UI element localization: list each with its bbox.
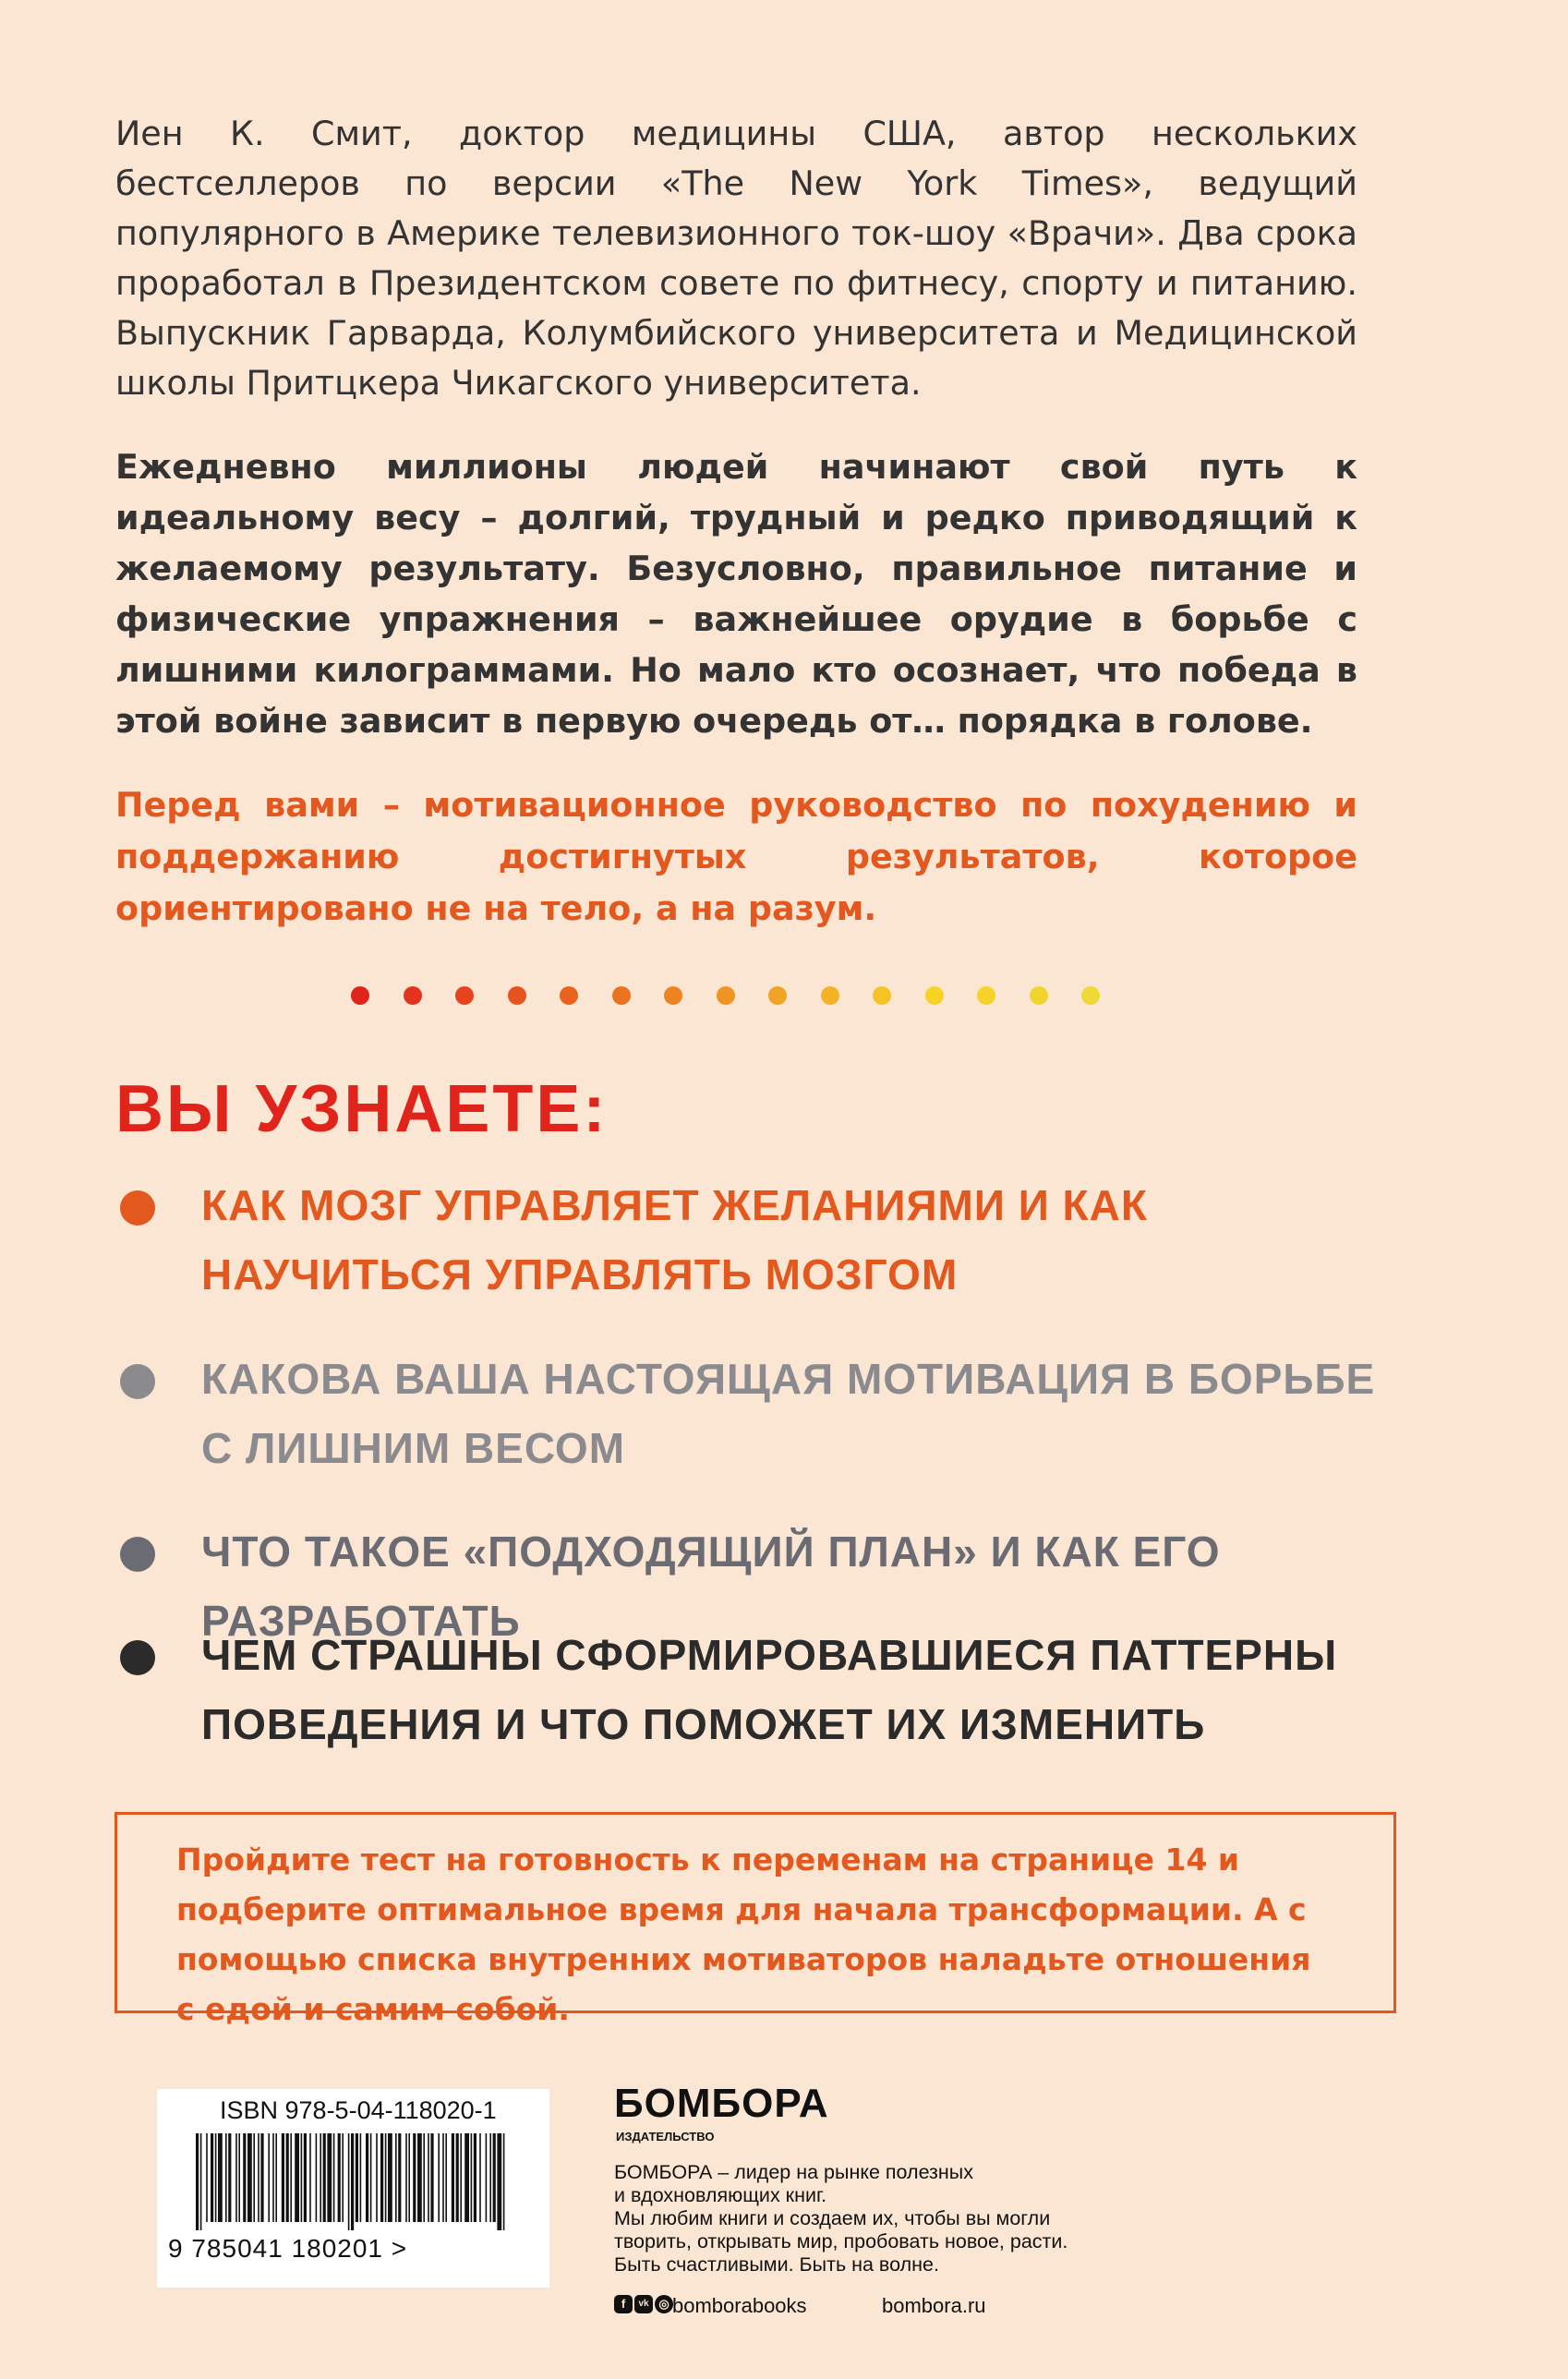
barcode-digits: 9 785041 180201 > xyxy=(168,2234,408,2263)
divider-dot xyxy=(560,986,578,1005)
divider-dot xyxy=(612,986,631,1005)
publisher-description xyxy=(614,2161,1131,2276)
publisher-logo-subtitle: ИЗДАТЕЛЬСТВО xyxy=(616,2130,715,2144)
barcode-icon xyxy=(192,2133,515,2230)
bullet-text-1: КАК МОЗГ УПРАВЛЯЕТ ЖЕЛАНИЯМИ И КАК НАУЧИТЬСЯ УПРАВЛЯТЬ МОЗГОМ xyxy=(201,1181,1148,1298)
publisher-line-2: и вдохновляющих книг. xyxy=(614,2184,827,2206)
bullet-dot-3 xyxy=(120,1537,155,1572)
facebook-icon[interactable]: f xyxy=(614,2295,633,2313)
publisher-line-4: творить, открывать мир, пробовать новое, расти. xyxy=(614,2230,1068,2252)
bullet-dot-1 xyxy=(120,1190,155,1226)
divider-dot xyxy=(508,986,526,1005)
instagram-icon[interactable]: ◎ xyxy=(655,2295,673,2313)
divider-dot xyxy=(664,986,682,1005)
barcode-panel xyxy=(157,2089,549,2288)
intro-paragraph: Ежедневно миллионы людей начинают свой путь к идеальному весу – долгий, трудный и редко приводящий к желаемому результату. Безусловно, правильное питание и физические упражнения – важнейшее орудие в борьбе с лишними килограммами. Но мало кто осознает, что победа в этой войне зависит в первую очередь от… порядка в голове. xyxy=(115,447,1357,741)
divider-dot xyxy=(925,986,944,1005)
dot-divider xyxy=(351,986,1108,1007)
isbn-label: ISBN 978-5-04-118020-1 xyxy=(220,2096,497,2124)
divider-dot xyxy=(351,986,369,1005)
bullet-dot-4 xyxy=(120,1640,155,1675)
divider-dot xyxy=(768,986,787,1005)
vk-icon[interactable]: vk xyxy=(634,2295,653,2313)
social-icons xyxy=(614,2294,675,2318)
test-callout-text: Пройдите тест на готовность к переменам на странице 14 и подберите оптимальное время для начала трансформации. А с помощью списка внутренних мотиваторов наладьте отношения с едой и самим собой. xyxy=(176,1842,1311,2027)
divider-dot xyxy=(455,986,474,1005)
divider-dot xyxy=(717,986,735,1005)
website-link[interactable]: bombora.ru xyxy=(882,2294,986,2317)
divider-dot xyxy=(1081,986,1100,1005)
publisher-line-3: Мы любим книги и создаем их, чтобы вы могли xyxy=(614,2207,1051,2229)
divider-dot xyxy=(821,986,839,1005)
publisher-line-1: БОМБОРА – лидер на рынке полезных xyxy=(614,2161,973,2183)
test-callout-box xyxy=(115,1812,1396,2027)
bullet-text-4: ЧЕМ СТРАШНЫ СФОРМИРОВАВШИЕСЯ ПАТТЕРНЫ ПОВЕДЕНИЯ И ЧТО ПОМОЖЕТ ИХ ИЗМЕНИТЬ xyxy=(201,1631,1338,1748)
bullet-text-3: ЧТО ТАКОЕ «ПОДХОДЯЩИЙ ПЛАН» И КАК ЕГО РАЗРАБОТАТЬ xyxy=(201,1528,1221,1645)
divider-dot xyxy=(873,986,891,1005)
publisher-logo: БОМБОРА xyxy=(614,2081,829,2126)
divider-dot xyxy=(404,986,422,1005)
divider-dot xyxy=(1030,986,1048,1005)
lead-paragraph: Перед вами – мотивационное руководство по похудению и поддержанию достигнутых результатов, которое ориентировано не на тело, а на разум. xyxy=(115,785,1357,928)
publisher-line-5: Быть счастливыми. Быть на волне. xyxy=(614,2253,939,2276)
section-heading: ВЫ УЗНАЕТЕ: xyxy=(115,1072,609,1146)
bullet-dot-2 xyxy=(120,1364,155,1399)
divider-dot xyxy=(977,986,995,1005)
author-bio: Иен К. Смит, доктор медицины США, автор нескольких бестселлеров по версии «The New York Times», ведущий популярного в Америке телевизионного ток-шоу «Врачи». Два срока проработал в Президентском совете по фитнесу, спорту и питанию. Выпускник Гарварда, Колумбийского университета и Медицинской школы Притцкера Чикагского университета. xyxy=(115,114,1357,403)
social-handle[interactable]: bomborabooks xyxy=(672,2294,807,2317)
bullet-text-2: КАКОВА ВАША НАСТОЯЩАЯ МОТИВАЦИЯ В БОРЬБЕ С ЛИШНИМ ВЕСОМ xyxy=(201,1355,1376,1472)
